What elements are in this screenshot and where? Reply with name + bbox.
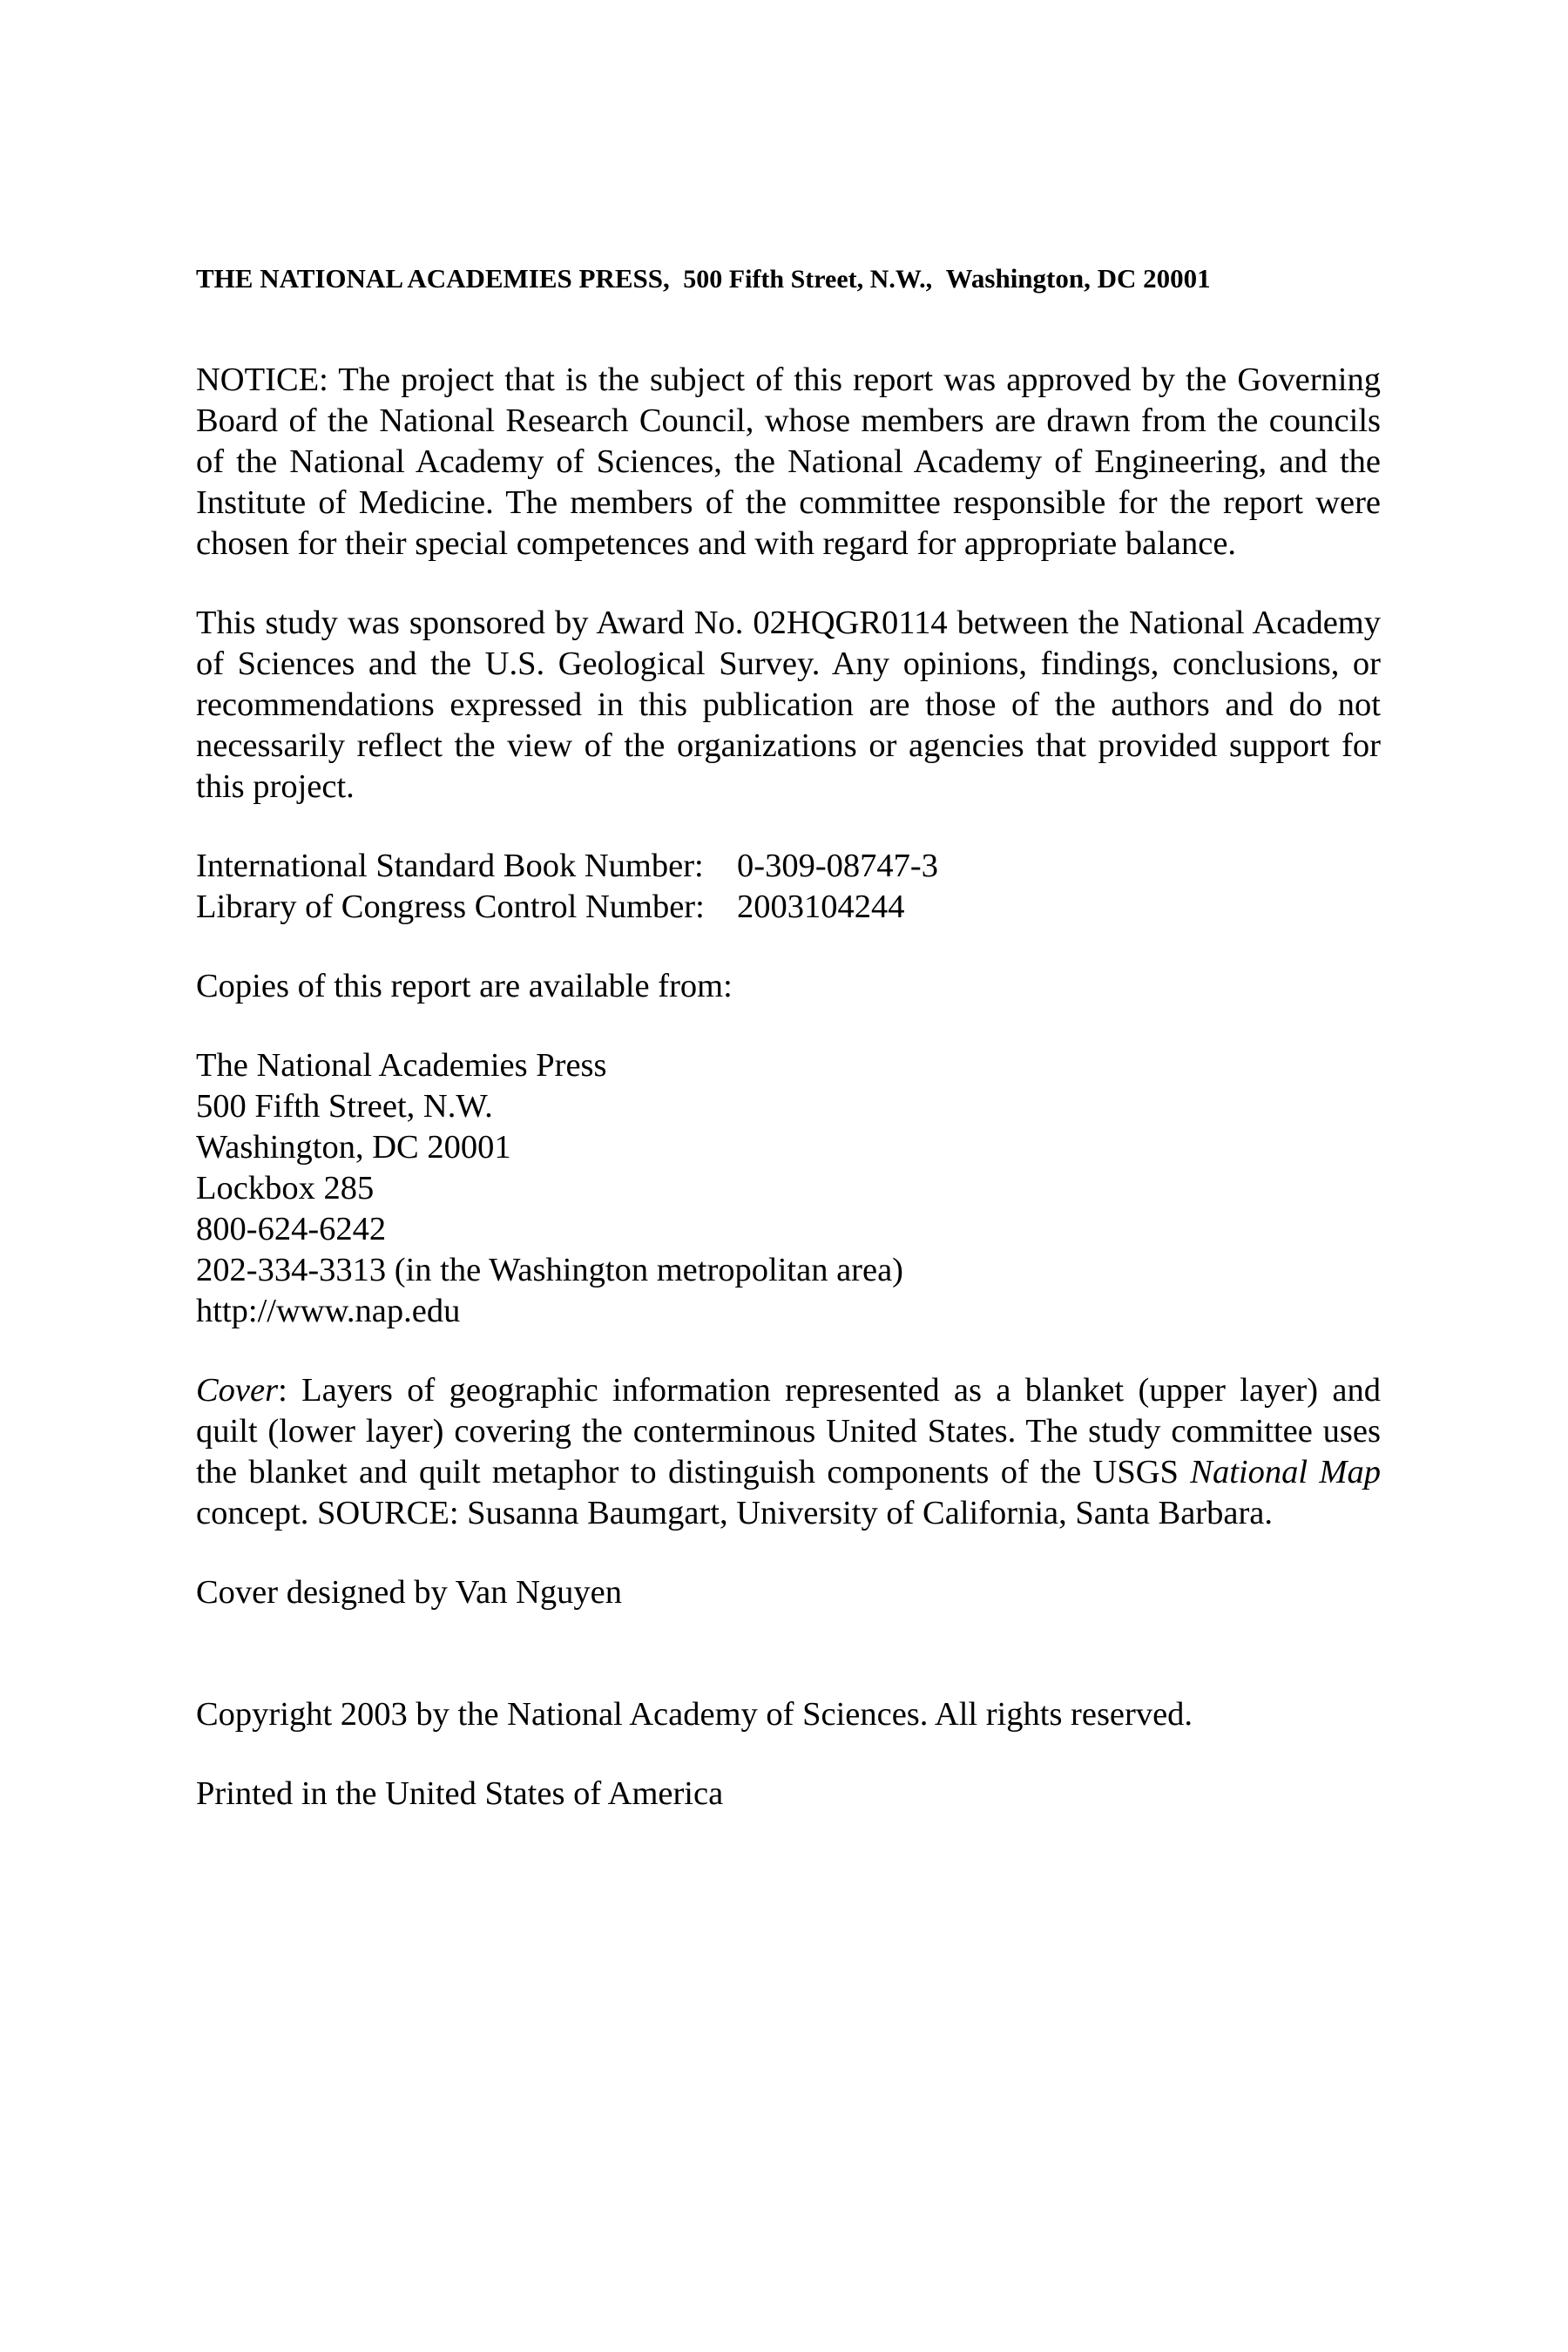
cover-label: Cover (196, 1372, 279, 1409)
catalog-numbers (196, 846, 1381, 928)
cover-designer: Cover designed by Van Nguyen (196, 1574, 623, 1611)
isbn-value: 0-309-08747-3 (737, 848, 938, 884)
lccn-row (196, 887, 1381, 928)
address-block (196, 1045, 1381, 1332)
printed-block (196, 1774, 1381, 1815)
publisher-name: THE NATIONAL ACADEMIES PRESS, (196, 263, 670, 294)
cover-text-2: concept. SOURCE: Susanna Baumgart, University of California, Santa Barbara. (196, 1495, 1274, 1531)
printed-notice: Printed in the United States of America (196, 1775, 724, 1812)
address-street: 500 Fifth Street, N.W. (196, 1088, 493, 1125)
publisher-city: Washington, DC 20001 (945, 263, 1211, 294)
cover-map-title: National Map (1190, 1454, 1381, 1490)
lccn-label: Library of Congress Control Number: (196, 889, 705, 925)
cover-text-1: : Layers of geographic information represented as a blanket (upper layer) and quilt (lower layer) covering the conterminous United States. The study committee uses the blanket and quilt metaphor to distinguish components of the USGS (196, 1372, 1381, 1490)
cover-designer-block (196, 1572, 1381, 1613)
address-url[interactable]: http://www.nap.edu (196, 1293, 461, 1329)
isbn-row (196, 846, 1381, 887)
copyright-page (196, 261, 1381, 1853)
cover-description (196, 1370, 1381, 1534)
notice-paragraph: NOTICE: The project that is the subject of this report was approved by the Governing Board of the National Research Council, whose members are drawn from the councils of the National Academy of Sciences, the National Academy of Engineering, and the Institute of Medicine. The members of the committee responsible for the report were chosen for their special competences and with regard for appropriate balance. (196, 362, 1381, 562)
publisher-street: 500 Fifth Street, N.W., (683, 265, 933, 294)
sponsorship-paragraph: This study was sponsored by Award No. 02HQGR0114 between the National Academy of Sciences and the U.S. Geological Survey. Any opinions, findings, conclusions, or recommendations expressed in this publication are those of the authors and do not necessarily reflect the view of the organizations or agencies that provided support for this project. (196, 605, 1381, 805)
address-phone-tollfree: 800-624-6242 (196, 1211, 387, 1247)
copies-heading: Copies of this report are available from: (196, 968, 733, 1004)
publisher-header (196, 261, 1381, 297)
address-name: The National Academies Press (196, 1047, 607, 1084)
address-lockbox: Lockbox 285 (196, 1170, 375, 1206)
copyright-block (196, 1694, 1381, 1735)
copyright-notice: Copyright 2003 by the National Academy of Sciences. All rights reserved. (196, 1696, 1193, 1733)
isbn-label: International Standard Book Number: (196, 848, 704, 884)
address-phone-local: 202-334-3313 (in the Washington metropolitan area) (196, 1252, 903, 1288)
lccn-value: 2003104244 (737, 889, 905, 925)
copies-heading-block (196, 966, 1381, 1007)
address-city: Washington, DC 20001 (196, 1129, 511, 1166)
